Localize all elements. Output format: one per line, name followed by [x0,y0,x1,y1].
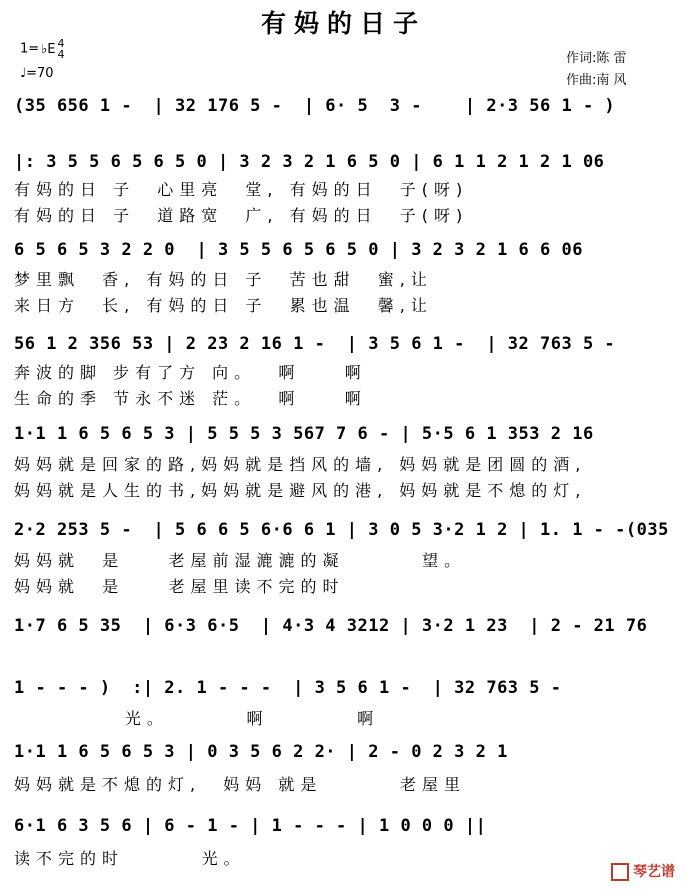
key-label: 1= [20,41,40,57]
notation-row: 1·7 6 5 35 | 6·3 6·5 | 4·3 4 3212 | 3·2 1 23 | 2 - 21 76 [14,616,648,636]
notation-row: |: 3 5 5 6 5 6 5 0 | 3 2 3 2 1 6 5 0 | 6 1 1 2 1 2 1 06 [14,152,605,172]
credits [566,48,627,92]
lyric-line: 妈妈就 是 老屋里读不完的时 [14,577,345,596]
composer: 作曲:南 风 [566,73,627,88]
time-signature [58,38,65,60]
time-top: 4 [57,37,65,50]
lyric-line: 有妈的日 子 心里亮 堂, 有妈的日 子(呀) [14,180,469,199]
site-watermark [611,861,675,881]
lyricist: 作词:陈 雷 [566,51,627,66]
watermark-text: 琴艺谱 [633,864,675,880]
notation-row: 2·2 253 5 - | 5 6 6 5 6·6 6 1 | 3 0 5 3·2 1 2 | 1. 1 - -(035 [14,520,669,540]
lyric-line: 妈妈就是不熄的灯, 妈妈 就是 老屋里 [14,775,466,794]
lyric-line: 妈妈就是回家的路,妈妈就是挡风的墙, 妈妈就是团圆的酒, [14,455,587,474]
lyric-line: 读不完的时 光。 [14,849,246,868]
notation-row: 1·1 1 6 5 6 5 3 | 5 5 5 3 567 7 6 - | 5·5 6 1 353 2 16 [14,424,594,444]
lyric-line: 有妈的日 子 道路宽 广, 有妈的日 子(呀) [14,206,469,225]
lyric-line: 奔波的脚 步有了方 向。 啊 啊 [14,363,367,382]
lyric-line: 妈妈就是人生的书,妈妈就是避风的港, 妈妈就是不熄的灯, [14,481,587,500]
logo-icon [611,863,629,881]
lyric-line: 来日方 长, 有妈的日 子 累也温 馨,让 [14,296,433,315]
notation-row: 1·1 1 6 5 6 5 3 | 0 3 5 6 2 2· | 2 - 0 2 3 2 1 [14,742,508,762]
lyric-line: 光。 啊 啊 [14,709,380,728]
tempo-marking: ♩=70 [20,66,54,81]
notation-row: 56 1 2 356 53 | 2 23 2 16 1 - | 3 5 6 1 - | 32 763 5 - [14,334,616,354]
key-signature [20,38,65,60]
time-bottom: 4 [57,48,65,61]
song-title: 有妈的日子 [260,9,426,38]
lyric-line: 妈妈就 是 老屋前湿漉漉的凝 望。 [14,551,467,570]
lyric-line: 生命的季 节永不迷 茫。 啊 啊 [14,389,367,408]
key-note: ♭E [41,41,56,57]
notation-row: 1 - - - ) :| 2. 1 - - - | 3 5 6 1 - | 32 763 5 - [14,678,562,698]
notation-row: 6 5 6 5 3 2 2 0 | 3 5 5 6 5 6 5 0 | 3 2 3 2 1 6 6 06 [14,240,583,260]
notation-row: 6·1 6 3 5 6 | 6 - 1 - | 1 - - - | 1 0 0 0 || [14,816,487,836]
lyric-line: 梦里飘 香, 有妈的日 子 苦也甜 蜜,让 [14,270,433,289]
notation-row: (35 656 1 - | 32 176 5 - | 6· 5 3 - | 2·3 56 1 - ) [14,96,616,116]
